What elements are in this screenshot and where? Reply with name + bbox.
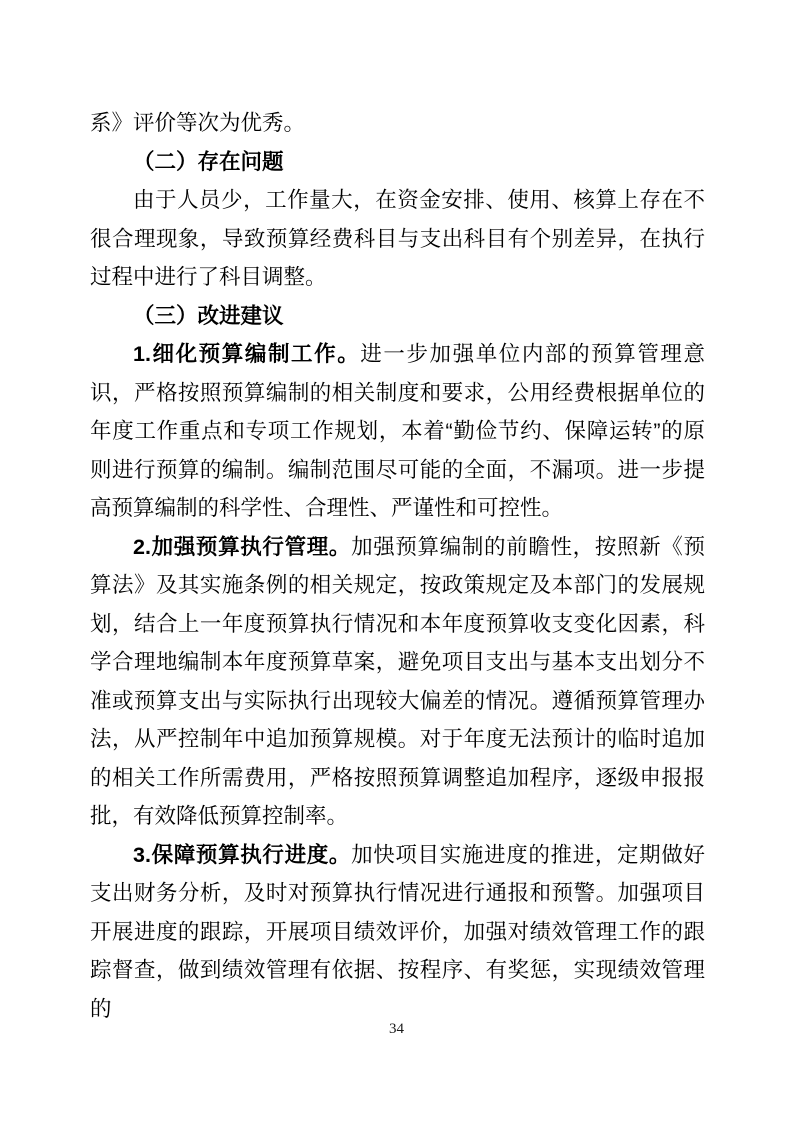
suggestion-item-3 bbox=[90, 836, 705, 1029]
suggestion-item-1 bbox=[90, 335, 705, 528]
suggestion-item-3-text: 加快项目实施进度的推进，定期做好支出财务分析，及时对预算执行情况进行通报和预警。加强项目开展进度的跟踪，开展项目绩效评价，加强对绩效管理工作的跟踪督查，做到绩效管理有依据、按程序、有奖惩，实现绩效管理的 bbox=[90, 842, 705, 1021]
suggestion-item-1-lead: 1.细化预算编制工作。 bbox=[133, 342, 361, 366]
suggestion-item-3-lead: 3.保障预算执行进度。 bbox=[133, 842, 352, 867]
suggestion-item-1-text: 进一步加强单位内部的预算管理意识，严格按照预算编制的相关制度和要求，公用经费根据单位的年度工作重点和专项工作规划，本着“勤俭节约、保障运转”的原则进行预算的编制。编制范围尽可能的全面，不漏项。进一步提高预算编制的科学性、合理性、严谨性和可控性。 bbox=[90, 342, 705, 520]
suggestion-item-2 bbox=[90, 528, 705, 836]
problems-paragraph: 由于人员少，工作量大，在资金安排、使用、核算上存在不很合理现象，导致预算经费科目与支出科目有个别差异，在执行过程中进行了科目调整。 bbox=[90, 188, 705, 289]
document-body bbox=[90, 104, 705, 1028]
page-number: 34 bbox=[389, 1021, 404, 1037]
suggestion-item-2-lead: 2.加强预算执行管理。 bbox=[133, 534, 352, 559]
suggestion-item-2-text: 加强预算编制的前瞻性，按照新《预算法》及其实施条例的相关规定，按政策规定及本部门的发展规划，结合上一年度预算执行情况和本年度预算收支变化因素，科学合理地编制本年度预算草案，避免项目支出与基本支出划分不准或预算支出与实际执行出现较大偏差的情况。遵循预算管理办法，从严控制年中追加预算规模。对于年度无法预计的临时追加的相关工作所需费用，严格按照预算调整追加程序，逐级申报报批，有效降低预算控制率。 bbox=[90, 534, 705, 828]
section-heading-problems: （二）存在问题 bbox=[133, 149, 284, 174]
carryover-text: 系》评价等次为优秀。 bbox=[90, 111, 306, 135]
section-heading-suggestions: （三）改进建议 bbox=[133, 303, 284, 328]
